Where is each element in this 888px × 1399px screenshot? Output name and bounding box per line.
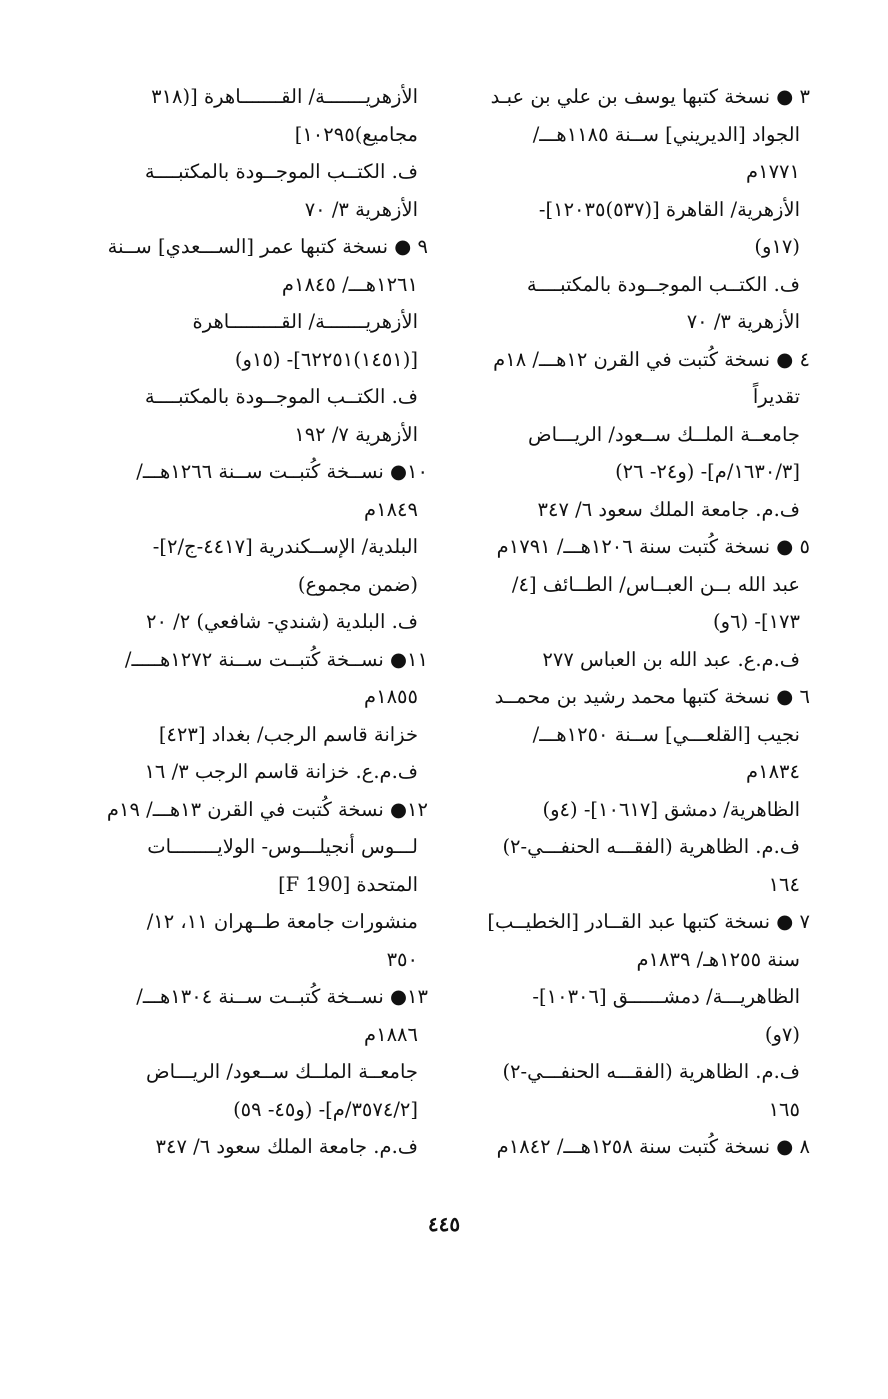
entry-4-line: تقديراً bbox=[752, 385, 800, 408]
entry-8-line: الأزهريـــــــة/ القـــــــاهرة [(٣١٨ bbox=[151, 85, 418, 108]
entry-12-line: لـــوس أنجيلـــوس- الولايــــــــات bbox=[147, 835, 418, 858]
left-column bbox=[88, 78, 428, 1166]
entry-3-line: (١٧و) bbox=[754, 235, 800, 258]
entry-12-line: منشورات جامعة طــهران ١١، ١٢/ bbox=[146, 910, 418, 933]
entry-7-line: سنة ١٢٥٥هـ/ ١٨٣٩م bbox=[636, 947, 800, 971]
entry-8-line: مجاميع)١٠٢٩٥] bbox=[294, 122, 418, 146]
entry-9-line: الأزهرية ٧/ ١٩٢ bbox=[294, 422, 418, 446]
entry-10-line: ١٨٤٩م bbox=[364, 497, 418, 521]
entry-8-line: الأزهرية ٣/ ٧٠ bbox=[304, 197, 418, 221]
entry-6-line: ٦ ● نسخة كتبها محمد رشيد بن محمــد bbox=[494, 685, 810, 708]
entry-5-line: عبد الله بــن العبــاس/ الطــائف [٤/ bbox=[511, 572, 800, 596]
entry-9-line: [(١٤٥١)٦٢٢٥١]- (١٥و) bbox=[234, 347, 418, 371]
entry-9-line: ١٢٦١هـــ/ ١٨٤٥م bbox=[281, 272, 418, 296]
entry-11-line: ف.م.ع. خزانة قاسم الرجب ٣/ ١٦ bbox=[144, 760, 418, 783]
entry-6-line: الظاهرية/ دمشق [١٠٦١٧]- (٤و) bbox=[542, 797, 800, 821]
entry-4-line: ف.م. جامعة الملك سعود ٦/ ٣٤٧ bbox=[537, 497, 800, 521]
entry-3-line: الأزهرية/ القاهرة [(٥٣٧)١٢٠٣٥]- bbox=[538, 197, 800, 221]
entry-9-line: الأزهريـــــــة/ القـــــــــاهرة bbox=[192, 310, 418, 333]
entry-4-line: [١٦٣٠/٣/م]- (و٢٤- ٢٦) bbox=[615, 460, 800, 483]
entry-7-line: الظاهريـــة/ دمشــــــق [١٠٣٠٦]- bbox=[532, 985, 800, 1008]
entry-12-line: المتحدة [F 190] bbox=[278, 872, 418, 896]
entry-11-line: ١١● نســخة كُتبــت ســنة ١٢٧٢هـــــ/ bbox=[124, 647, 428, 671]
entry-6-line: ف.م. الظاهرية (الفقـــه الحنفـــي-٢) bbox=[502, 835, 800, 858]
entry-4-line: ٤ ● نسخة كُتبت في القرن ١٢هـــ/ ١٨م bbox=[493, 347, 810, 371]
entry-4-line: جامعــة الملــك ســعود/ الريـــاض bbox=[528, 422, 800, 446]
entry-10-line: (ضمن مجموع) bbox=[297, 572, 418, 596]
entry-6-line: نجيب [القلعـــي] ســنة ١٢٥٠هـــ/ bbox=[532, 722, 800, 746]
entry-5-line: ١٧٣]- (٦و) bbox=[713, 610, 800, 633]
entry-5-line: ٥ ● نسخة كُتبت سنة ١٢٠٦هـــ/ ١٧٩١م bbox=[496, 535, 810, 558]
entry-7-line: ٧ ● نسخة كتبها عبد القــادر [الخطيــب] bbox=[487, 910, 810, 933]
entry-8-line: ف. الكتــب الموجــودة بالمكتبــــة bbox=[144, 160, 418, 183]
entry-3-line: ٣ ● نسخة كتبها يوسف بن علي بن عبـد bbox=[490, 85, 810, 108]
entry-13-line: جامعــة الملــك ســعود/ الريـــاض bbox=[146, 1060, 418, 1083]
entry-3-line: ١٧٧١م bbox=[746, 160, 800, 183]
entry-5-line: ف.م.ع. عبد الله بن العباس ٢٧٧ bbox=[542, 647, 800, 671]
page-number: ٤٤٥ bbox=[427, 1212, 461, 1236]
entry-9-line: ف. الكتــب الموجــودة بالمكتبــــة bbox=[144, 385, 418, 408]
entry-10-line: البلدية/ الإســكندرية [٤٤١٧-ج/٢]- bbox=[152, 535, 418, 558]
entry-3-line: الأزهرية ٣/ ٧٠ bbox=[686, 310, 800, 333]
entry-12-line: ٣٥٠ bbox=[386, 947, 418, 971]
entry-3-line: الجواد [الديريني] ســنة ١١٨٥هـــ/ bbox=[532, 122, 800, 146]
entry-6-line: ١٨٣٤م bbox=[746, 760, 800, 783]
entry-8-line: ٨ ● نسخة كُتبت سنة ١٢٥٨هـــ/ ١٨٤٢م bbox=[496, 1135, 810, 1158]
entry-12-line: ١٢● نسخة كُتبت في القرن ١٣هـــ/ ١٩م bbox=[106, 797, 428, 821]
entry-13-line: ١٣● نســخة كُتبــت ســنة ١٣٠٤هـــ/ bbox=[136, 985, 428, 1008]
entry-11-line: خزانة قاسم الرجب/ بغداد [٤٢٣] bbox=[158, 722, 418, 746]
entry-9-line: ٩ ● نسخة كتبها عمر [الســـعدي] ســنة bbox=[107, 235, 428, 258]
entry-7-line: ١٦٥ bbox=[768, 1097, 800, 1121]
entry-10-line: ف. البلدية (شندي- شافعي) ٢/ ٢٠ bbox=[145, 610, 418, 633]
entry-11-line: ١٨٥٥م bbox=[364, 685, 418, 708]
entry-13-line: [٣٥٧٤/٢/م]- (و٤٥- ٥٩) bbox=[233, 1097, 418, 1121]
entry-10-line: ١٠● نســخة كُتبــت ســنة ١٢٦٦هـــ/ bbox=[136, 460, 428, 483]
entry-7-line: (٧و) bbox=[764, 1022, 800, 1046]
entry-3-line: ف. الكتــب الموجــودة بالمكتبــــة bbox=[526, 272, 800, 296]
entry-7-line: ف.م. الظاهرية (الفقـــه الحنفـــي-٢) bbox=[502, 1060, 800, 1083]
entry-6-line: ١٦٤ bbox=[768, 872, 800, 896]
entry-13-line: ف.م. جامعة الملك سعود ٦/ ٣٤٧ bbox=[155, 1135, 418, 1158]
entry-13-line: ١٨٨٦م bbox=[364, 1022, 418, 1046]
right-column bbox=[470, 78, 810, 1166]
